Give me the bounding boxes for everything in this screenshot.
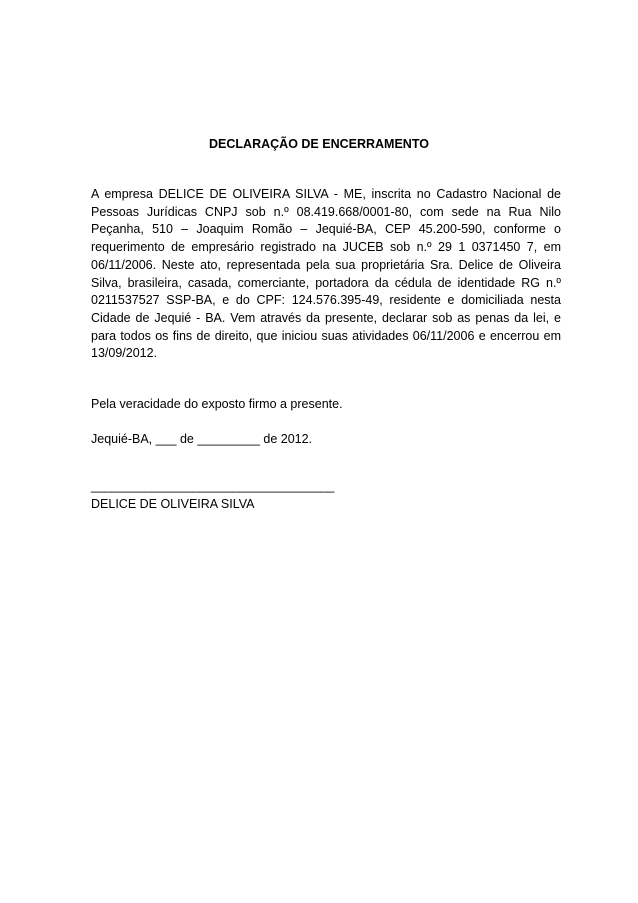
document-title: DECLARAÇÃO DE ENCERRAMENTO — [209, 137, 429, 151]
declaration-paragraph: A empresa DELICE DE OLIVEIRA SILVA - ME, inscrita no Cadastro Nacional de Pessoas Jurídicas CNPJ sob n.º 08.419.668/0001-80, com sede na Rua Nilo Peçanha, 510 – Joaquim Romão – Jequié-BA, CEP 45.200-590, conforme o requerimento de empresário registrado na JUCEB sob n.º 29 1 0371450 7, em 06/11/2006. Neste ato, representada pela sua proprietária Sra. Delice de Oliveira Silva, brasileira, casada, comerciante, portadora da cédula de identidade RG n.º 0211537527 SSP-BA, e do CPF: 124.576.395-49, residente e domiciliada nesta Cidade de Jequié - BA. Vem através da presente, declarar sob as penas da lei, e para todos os fins de direito, que iniciou suas atividades 06/11/2006 e encerrou em 13/09/2012. — [91, 187, 561, 361]
veracity-statement: Pela veracidade do exposto firmo a presente. — [91, 397, 343, 411]
signature-line: ____________________________________ — [91, 479, 335, 493]
place-and-date: Jequié-BA, ___ de _________ de 2012. — [91, 432, 313, 446]
signatory-name: DELICE DE OLIVEIRA SILVA — [91, 497, 255, 511]
